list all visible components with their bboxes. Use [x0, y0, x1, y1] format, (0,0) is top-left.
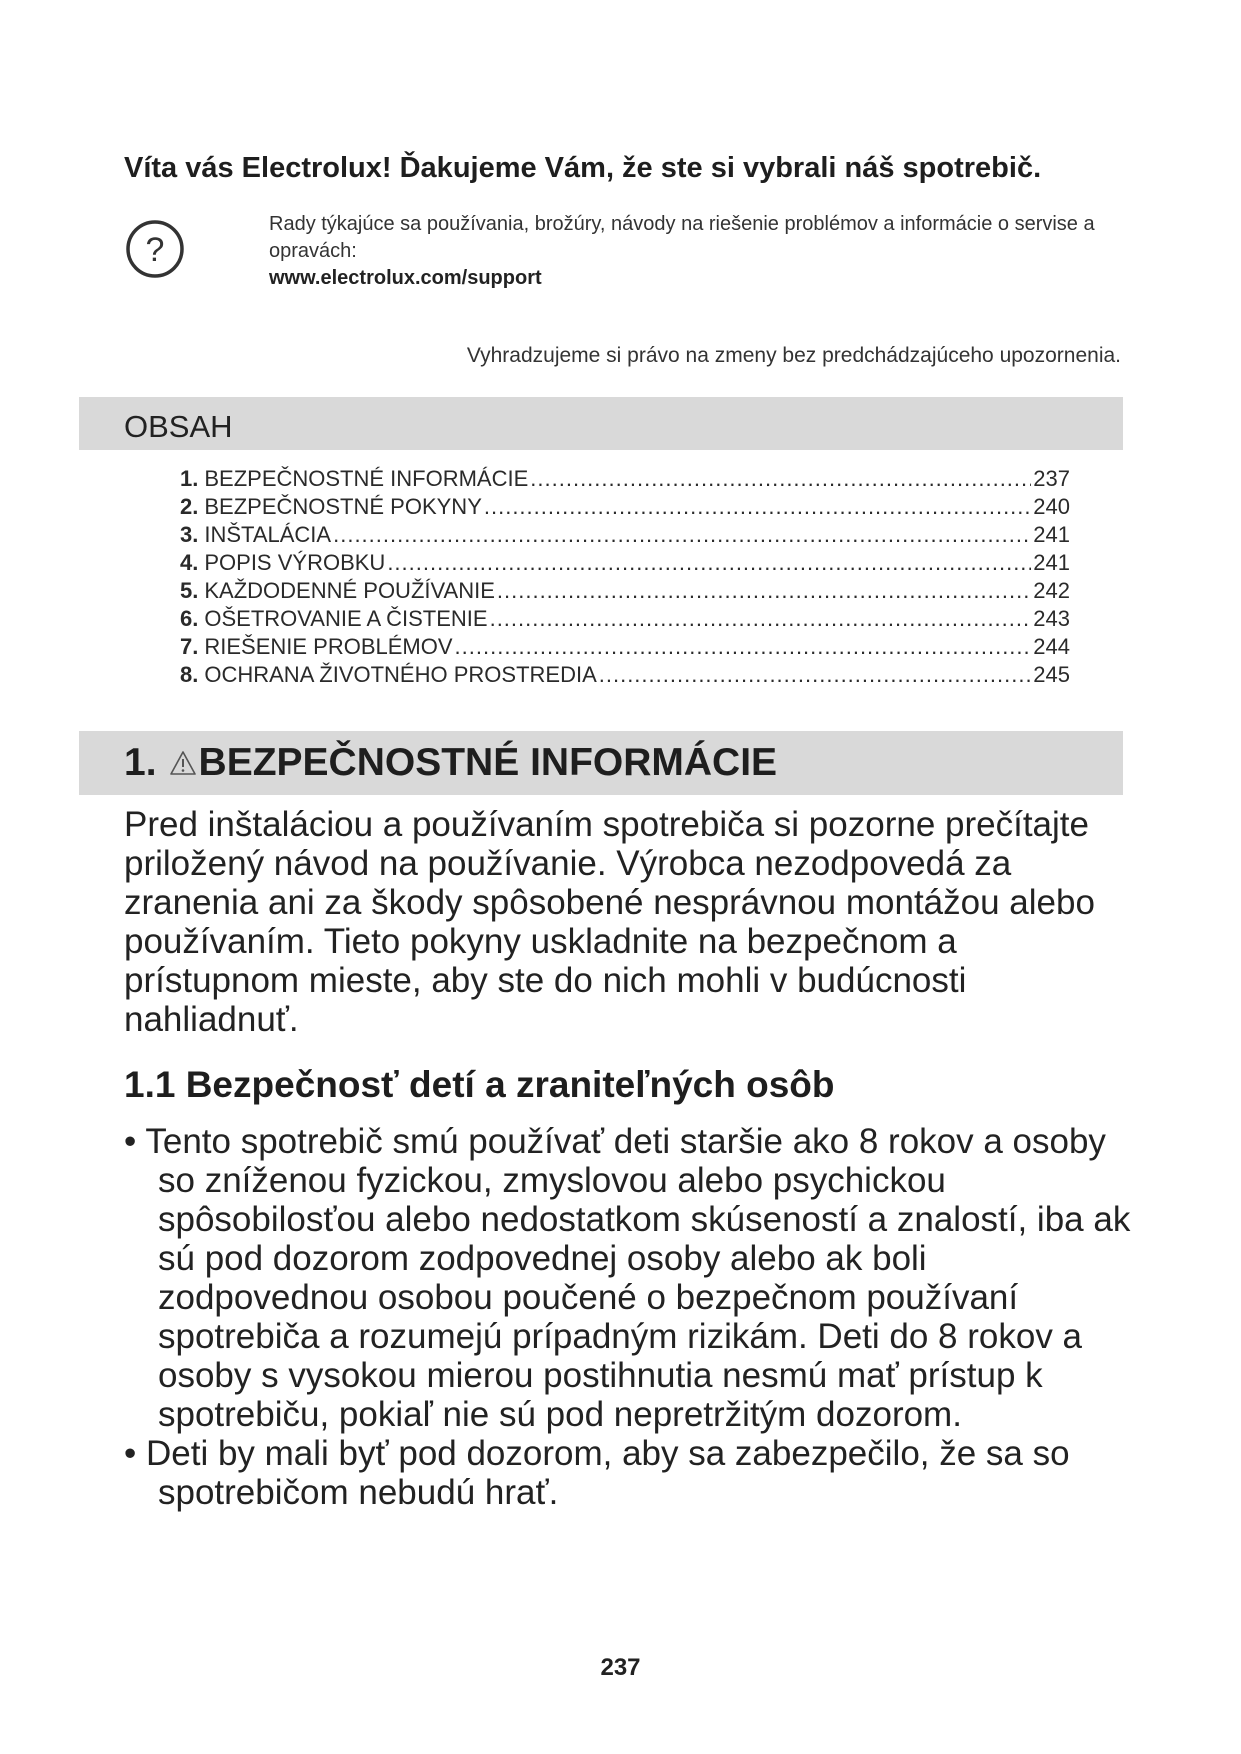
toc-item-page: 244 — [1033, 634, 1070, 659]
help-question-icon — [124, 218, 186, 280]
toc-leader-dots — [599, 661, 1032, 689]
toc-list — [180, 465, 1070, 689]
toc-item[interactable] — [180, 577, 1070, 605]
subsection-title: 1.1 Bezpečnosť detí a zraniteľných osôb — [124, 1064, 835, 1105]
toc-item[interactable] — [180, 633, 1070, 661]
toc-leader-dots — [333, 521, 1031, 549]
toc-item-number: 2. — [180, 494, 199, 519]
toc-item-page: 237 — [1033, 466, 1070, 491]
toc-leader-dots — [387, 549, 1031, 577]
help-icon-glyph: ? — [145, 231, 165, 269]
toc-item[interactable] — [180, 465, 1070, 493]
warning-triangle-icon — [169, 750, 197, 776]
toc-item-label: POPIS VÝROBKU — [204, 550, 386, 575]
toc-item-number: 5. — [180, 578, 199, 603]
section-title-text: BEZPEČNOSTNÉ INFORMÁCIE — [198, 741, 778, 784]
toc-item-page: 245 — [1033, 662, 1070, 687]
toc-leader-dots — [455, 633, 1032, 661]
toc-item-number: 7. — [180, 634, 199, 659]
toc-item-page: 243 — [1033, 606, 1070, 631]
welcome-heading: Víta vás Electrolux! Ďakujeme Vám, že ste si vybrali náš spotrebič. — [124, 152, 1042, 184]
support-text: Rady týkajúce sa používania, brožúry, návody na riešenie problémov a informácie o servise a opravách: — [269, 213, 1095, 262]
toc-item-label: OCHRANA ŽIVOTNÉHO PROSTREDIA — [204, 662, 597, 687]
disclaimer-text: Vyhradzujeme si právo na zmeny bez predchádzajúceho upozornenia. — [466, 344, 1121, 367]
bullet-item: • Deti by mali byť pod dozorom, aby sa zabezpečilo, že sa so spotrebičom nebudú hrať. — [124, 1434, 1134, 1512]
toc-item-page: 241 — [1033, 550, 1070, 575]
toc-item-label: KAŽDODENNÉ POUŽÍVANIE — [204, 578, 495, 603]
toc-item-label: OŠETROVANIE A ČISTENIE — [204, 606, 488, 631]
safety-bullet-list — [124, 1122, 1134, 1512]
page-number: 237 — [600, 1654, 641, 1681]
toc-item[interactable] — [180, 521, 1070, 549]
toc-item-page: 241 — [1033, 522, 1070, 547]
toc-title: OBSAH — [124, 409, 233, 444]
toc-leader-dots — [484, 493, 1031, 521]
toc-item-number: 4. — [180, 550, 199, 575]
section-number: 1. — [124, 741, 157, 784]
section-header-band — [79, 731, 1123, 795]
toc-item[interactable] — [180, 549, 1070, 577]
toc-item[interactable] — [180, 661, 1070, 689]
toc-item[interactable] — [180, 605, 1070, 633]
toc-item-label: RIEŠENIE PROBLÉMOV — [204, 634, 453, 659]
toc-item-number: 1. — [180, 466, 199, 491]
toc-item-number: 6. — [180, 606, 199, 631]
support-link[interactable]: www.electrolux.com/support — [269, 267, 542, 289]
toc-header-band — [79, 397, 1123, 450]
section-title — [124, 741, 777, 785]
toc-leader-dots — [530, 465, 1031, 493]
toc-item-label: INŠTALÁCIA — [204, 522, 332, 547]
intro-paragraph: Pred inštaláciou a používaním spotrebiča si pozorne prečítajte priložený návod na používanie. Výrobca nezodpovedá za zranenia ani za škody spôsobené nesprávnou montážou alebo používaním. Tieto pokyny uskladnite na bezpečnom a prístupnom mieste, aby ste do nich mohli v budúcnosti nahliadnuť. — [124, 805, 1095, 1039]
toc-leader-dots — [490, 605, 1032, 633]
support-info — [269, 211, 1129, 292]
toc-item-page: 240 — [1033, 494, 1070, 519]
toc-item-label: BEZPEČNOSTNÉ INFORMÁCIE — [204, 466, 529, 491]
toc-leader-dots — [497, 577, 1031, 605]
toc-item-number: 8. — [180, 662, 199, 687]
toc-item-number: 3. — [180, 522, 199, 547]
toc-item-page: 242 — [1033, 578, 1070, 603]
toc-item[interactable] — [180, 493, 1070, 521]
bullet-item: • Tento spotrebič smú používať deti staršie ako 8 rokov a osoby so zníženou fyzickou, zmyslovou alebo psychickou spôsobilosťou alebo nedostatkom skúseností a znalostí, iba ak sú pod dozorom zodpovednej osoby alebo ak boli zodpovednou osobou poučené o bezpečnom používaní spotrebiča a rozumejú prípadným rizikám. Deti do 8 rokov a osoby s vysokou mierou postihnutia nesmú mať prístup k spotrebiču, pokiaľ nie sú pod nepretržitým dozorom. — [124, 1122, 1134, 1434]
toc-item-label: BEZPEČNOSTNÉ POKYNY — [204, 494, 482, 519]
